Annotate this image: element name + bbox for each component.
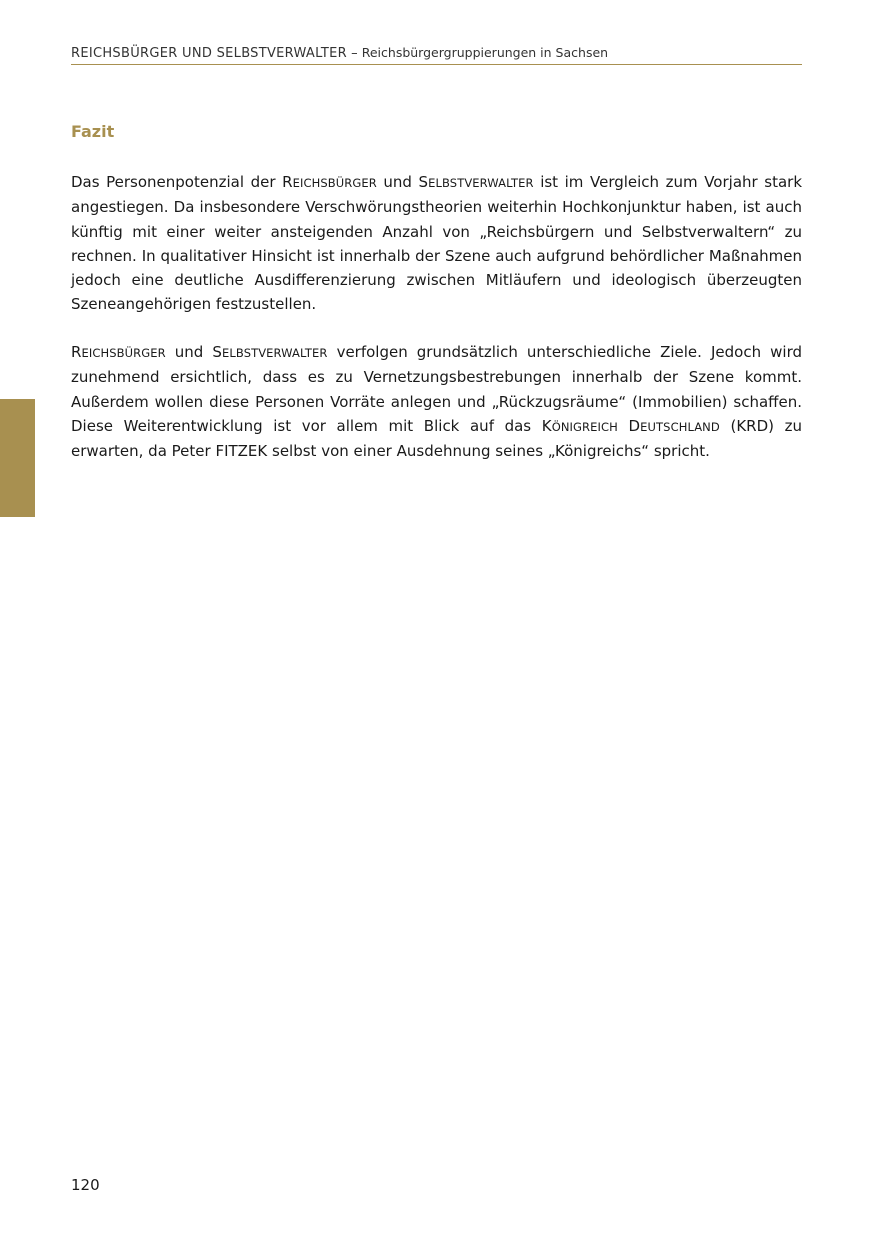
paragraph-2-text-1: und (165, 343, 213, 361)
smallcaps-rest: ELBSTVERWALTER (428, 176, 534, 190)
header-title: REICHSBÜRGER UND SELBSTVERWALTER (71, 46, 347, 61)
page-number: 120 (71, 1176, 100, 1194)
smallcaps-reichsbuerger (71, 343, 166, 361)
smallcaps-selbstverwalter (212, 343, 328, 361)
running-header (71, 44, 802, 65)
paragraph-1-text-2: und (376, 173, 419, 191)
paragraph-1 (71, 170, 802, 317)
smallcaps-initial: S (212, 343, 223, 361)
paragraph-1-text-1: Das Personenpotenzial der (71, 173, 283, 191)
paragraph-2-text-2: verfolgen grundsätzlich unterschiedliche Ziele. Jedoch wird zunehmend ersichtlich, dass es zu Vernetzungsbestrebungen innerhalb der Szene kommt. Außerdem wollen diese Personen Vorräte anlegen und „Rückzugsräume“ (Immobilien) schaffen. Diese Weiterentwicklung ist vor allem mit Blick auf das (71, 343, 803, 435)
smallcaps-initial: D (628, 416, 641, 435)
paragraph-2-text-4: (KRD) zu erwarten, da Peter FITZEK selbst von einer Ausdehnung seines „Königreichs“ spricht. (71, 416, 802, 461)
smallcaps-rest: ELBSTVERWALTER (222, 346, 328, 360)
header-separator: – (346, 46, 362, 61)
smallcaps-reichsbuerger (282, 173, 377, 191)
smallcaps-rest: EUTSCHLAND (640, 419, 720, 434)
smallcaps-initial: R (282, 173, 293, 191)
section-heading: Fazit (71, 122, 115, 141)
paragraph-2 (71, 340, 802, 463)
header-subtitle: Reichsbürgergruppierungen in Sachsen (361, 45, 609, 60)
smallcaps-selbstverwalter (418, 173, 534, 191)
smallcaps-deutschland (628, 416, 720, 435)
chapter-side-tab (0, 399, 35, 517)
smallcaps-rest: EICHSBÜRGER (292, 176, 377, 190)
smallcaps-initial: R (71, 343, 82, 361)
smallcaps-rest: EICHSBÜRGER (81, 346, 166, 360)
paragraph-1-text-3: ist im Vergleich zum Vorjahr stark angestiegen. Da insbesondere Verschwörungstheorien weiterhin Hochkonjunktur haben, ist auch künftig mit einer weiter ansteigenden Anzahl von „Reichsbürgern und Selbstverwaltern“ zu rechnen. In qualitativer Hinsicht ist innerhalb der Szene auch aufgrund behördlicher Maßnahmen jedoch eine deutliche Ausdifferenzierung zwischen Mitläufern und ideologisch überzeugten Szeneangehörigen festzustellen. (71, 173, 803, 314)
smallcaps-initial: K (541, 416, 552, 435)
smallcaps-initial: S (418, 173, 429, 191)
smallcaps-koenigreich (541, 416, 618, 435)
smallcaps-rest: ÖNIGREICH (551, 419, 618, 434)
paragraph-2-text-3 (618, 417, 629, 435)
